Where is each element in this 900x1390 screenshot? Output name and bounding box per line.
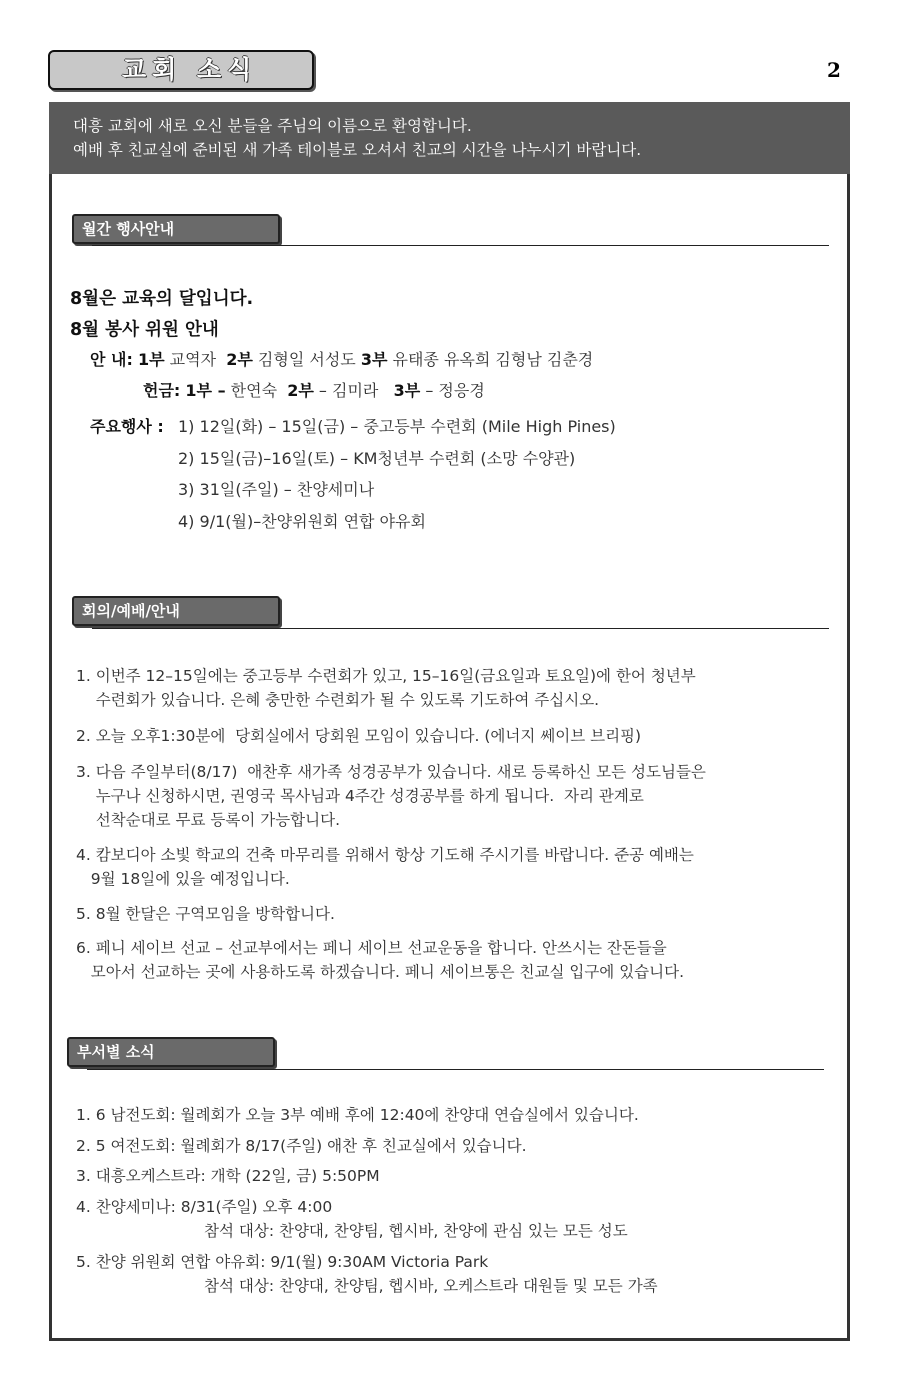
department-item-1: 1. 6 남전도회: 월례회가 오늘 3부 예배 후에 12:40에 찬양대 연습실에서 있습니다. [76, 1106, 639, 1124]
offering-part1-name: 한연숙 [230, 381, 278, 400]
section-tab-meetings: 회의/예배/안내 [72, 596, 280, 626]
meeting-item-1-line-2: 수련회가 있습니다. 은혜 충만한 수련회가 될 수 있도록 기도하여 주십시오. [76, 691, 600, 709]
guide-part1-names: 교역자 [169, 350, 217, 369]
meeting-item-6-line-2: 모아서 선교하는 곳에 사용하도록 하겠습니다. 페니 세이브통은 친교실 입구에 있습니다. [76, 963, 685, 981]
guide-part3-names: 유태종 유옥희 김형남 김춘경 [392, 350, 594, 369]
page-title: 교회 소식 [48, 50, 314, 90]
section-rule-monthly [92, 245, 829, 246]
monthly-heading-education: 8월은 교육의 달입니다. [70, 289, 254, 309]
event-item-3: 3) 31일(주일) – 찬양세미나 [178, 480, 375, 499]
meeting-item-5 [76, 902, 335, 926]
offering-part2-label: 2부 [287, 381, 314, 400]
guide-row [90, 347, 593, 370]
department-item-3: 3. 대흥오케스트라: 개학 (22일, 금) 5:50PM [76, 1167, 380, 1185]
event-item-4: 4) 9/1(월)–찬양위원회 연합 야유회 [178, 512, 426, 531]
offering-part3-name: – 정응경 [425, 381, 485, 400]
events-label: 주요행사 : [90, 417, 164, 436]
section-tab-monthly: 월간 행사안내 [72, 214, 280, 244]
meeting-item-3-line-3: 선착순대로 무료 등록이 가능합니다. [76, 811, 341, 829]
department-item-5-detail: 참석 대상: 찬양대, 찬양팀, 헵시바, 오케스트라 대원들 및 모든 가족 [204, 1277, 658, 1295]
guide-part3-label: 3부 [360, 350, 388, 369]
meeting-item-3-line-2: 누구나 신청하시면, 권영국 목사님과 4주간 성경공부를 하게 됩니다. 자리 관계로 [76, 787, 644, 805]
meeting-item-5-line-1: 5. 8월 한달은 구역모임을 방학합니다. [76, 905, 335, 923]
department-item-5: 5. 찬양 위원회 연합 야유회: 9/1(월) 9:30AM Victoria Park [76, 1253, 489, 1271]
guide-part2-label: 2부 [226, 350, 253, 369]
guide-label: 안 내: [90, 350, 133, 369]
meeting-item-2-line-1: 2. 오늘 오후1:30분에 당회실에서 당회원 모임이 있습니다. (에너지 쎄이브 브리핑) [76, 727, 642, 745]
meeting-item-4-line-1: 4. 캄보디아 소빛 학교의 건축 마무리를 위해서 항상 기도해 주시기를 바랍니다. 준공 예배는 [76, 846, 694, 864]
meeting-item-4-line-2: 9월 18일에 있을 예정입니다. [76, 870, 290, 888]
page-number: 2 [827, 58, 841, 82]
meeting-item-3 [76, 760, 706, 832]
section-rule-meetings [92, 628, 829, 629]
offering-part3-label: 3부 [393, 381, 421, 400]
department-item-2: 2. 5 여전도회: 월례회가 8/17(주일) 애찬 후 친교실에서 있습니다. [76, 1137, 527, 1155]
meeting-item-4 [76, 843, 694, 891]
offering-part1-label: 1부 – [185, 381, 226, 400]
welcome-line-2: 예배 후 친교실에 준비된 새 가족 테이블로 오셔서 친교의 시간을 나누시기 바랍니다. [73, 141, 642, 159]
event-item-2: 2) 15일(금)–16일(토) – KM청년부 수련회 (소망 수양관) [178, 449, 576, 468]
guide-part1-label: 1부 [137, 350, 165, 369]
department-item-4: 4. 찬양세미나: 8/31(주일) 오후 4:00 [76, 1198, 333, 1216]
section-tab-departments: 부서별 소식 [67, 1037, 275, 1067]
welcome-line-1: 대흥 교회에 새로 오신 분들을 주님의 이름으로 환영합니다. [73, 117, 472, 135]
offering-label: 헌금: [143, 381, 181, 400]
meeting-item-1-line-1: 1. 이번주 12–15일에는 중고등부 수련회가 있고, 15–16일(금요일과 토요일)에 한어 청년부 [76, 667, 696, 685]
offering-part2-name: – 김미라 [318, 381, 379, 400]
guide-part2-names: 김형일 서성도 [257, 350, 356, 369]
monthly-heading-volunteers: 8월 봉사 위원 안내 [70, 320, 219, 340]
section-rule-departments [87, 1069, 824, 1070]
offering-row [143, 378, 485, 401]
meeting-item-2 [76, 724, 641, 748]
meeting-item-6-line-1: 6. 페니 세이브 선교 – 선교부에서는 페니 세이브 선교운동을 합니다. 안쓰시는 잔돈들을 [76, 939, 667, 957]
meeting-item-1 [76, 664, 696, 712]
event-item-1: 1) 12일(화) – 15일(금) – 중고등부 수련회 (Mile High Pines) [178, 417, 616, 436]
meeting-item-6 [76, 936, 684, 984]
department-item-4-detail: 참석 대상: 찬양대, 찬양팀, 헵시바, 찬양에 관심 있는 모든 성도 [204, 1222, 628, 1240]
meeting-item-3-line-1: 3. 다음 주일부터(8/17) 애찬후 새가족 성경공부가 있습니다. 새로 등록하신 모든 성도님들은 [76, 763, 706, 781]
welcome-banner [49, 102, 850, 174]
